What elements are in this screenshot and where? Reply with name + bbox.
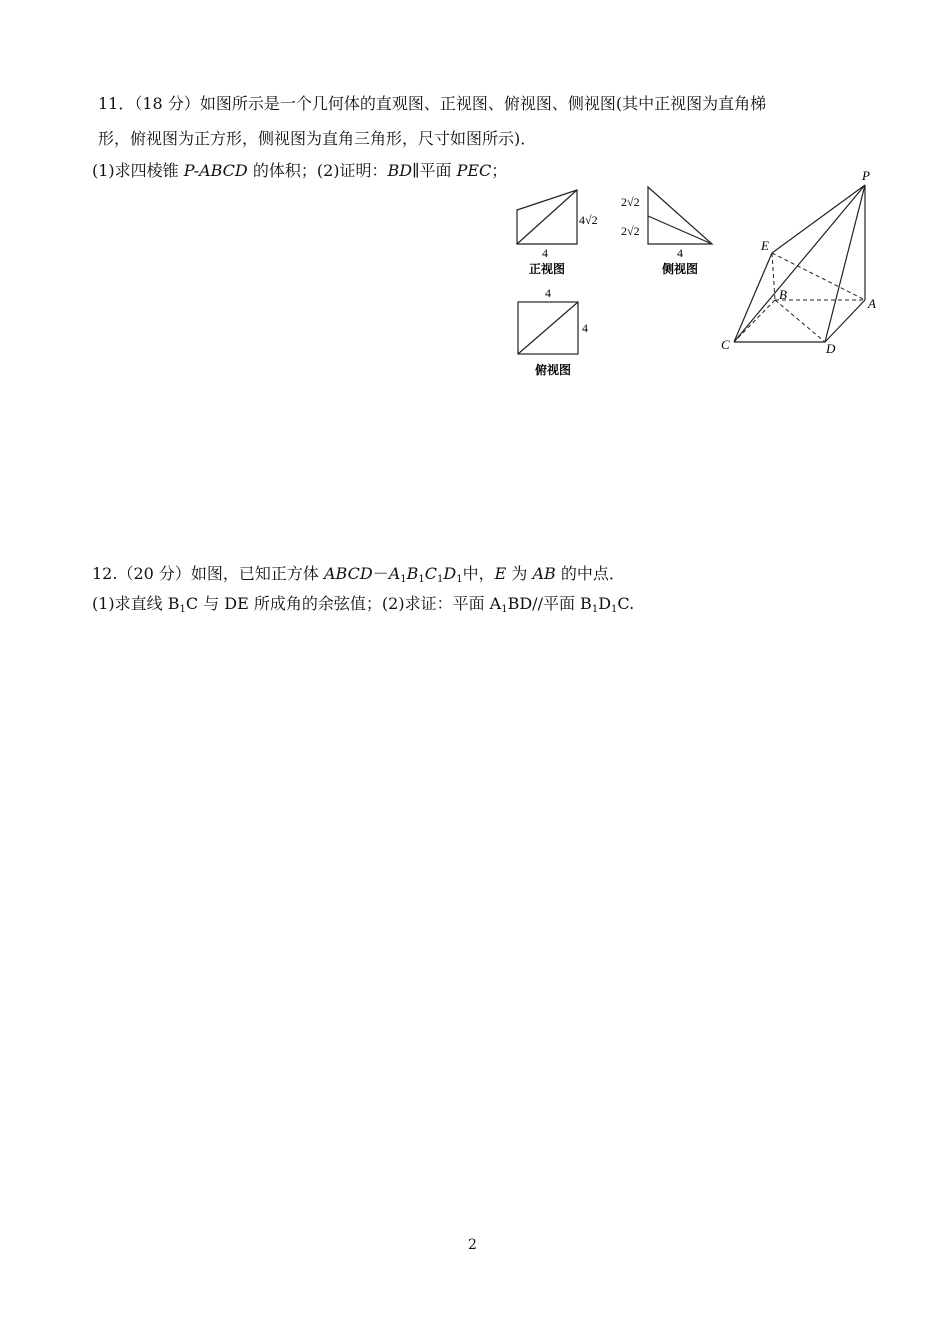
- q12-cube-d1: D: [443, 564, 457, 583]
- top-view-height-label: 4: [582, 321, 588, 335]
- subscript: 1: [591, 604, 599, 615]
- front-view-width-label: 4: [542, 246, 548, 260]
- q11-part1-suffix: 的体积；(2)证明：: [247, 161, 388, 180]
- edge-da: [825, 300, 865, 342]
- q11-score: （18 分）: [134, 94, 200, 113]
- side-view: [648, 187, 712, 244]
- q12-cube-b1: B: [406, 564, 419, 583]
- q11-figure: [500, 160, 900, 385]
- q11-part1-prefix: (1)求四棱锥: [92, 161, 184, 180]
- q12-line2-p2: C 与 DE 所成角的余弦值；(2)求证：平面 A: [185, 594, 502, 613]
- q12-mid2: 为: [506, 564, 533, 583]
- q12-line2-p1: (1)求直线 B: [92, 594, 180, 613]
- q11-line1: [98, 93, 766, 115]
- q11-pyramid-name: P-ABCD: [183, 161, 248, 180]
- edge-bc: [734, 300, 775, 342]
- edge-pe: [772, 185, 865, 253]
- subscript: 1: [437, 574, 444, 585]
- top-view-caption: 俯视图: [534, 363, 572, 377]
- q11-text-1: 如图所示是一个几何体的直观图、正视图、俯视图、侧视图(其中正视图为直角梯: [199, 94, 767, 113]
- q12-mid3: 的中点．: [555, 564, 625, 583]
- solid-figure: [734, 185, 865, 342]
- point-b-label: B: [779, 287, 787, 302]
- q12-e: E: [494, 564, 507, 583]
- point-c-label: C: [721, 337, 730, 352]
- point-p-label: P: [862, 168, 870, 183]
- side-view-lower-label: 2√2: [621, 224, 640, 238]
- q12-line2-p3: BD//平面 B: [507, 594, 592, 613]
- edge-ec: [734, 253, 772, 342]
- subscript: 1: [501, 604, 508, 615]
- side-view-caption: 侧视图: [661, 262, 699, 276]
- front-view-caption: 正视图: [528, 262, 566, 276]
- q12-line2: [92, 593, 634, 621]
- edge-bd: [775, 300, 825, 342]
- top-view-width-label: 4: [545, 286, 551, 300]
- subscript: 1: [179, 604, 186, 615]
- top-view: [518, 302, 578, 354]
- q12-score: （20 分）: [117, 564, 191, 583]
- front-view: [517, 190, 577, 244]
- side-view-upper-label: 2√2: [621, 195, 640, 209]
- point-a-label: A: [868, 296, 876, 311]
- q11-number: 11．: [98, 94, 135, 113]
- q11-bd: BD: [387, 161, 413, 180]
- page-number: 2: [468, 1237, 477, 1253]
- q11-pec: PEC: [456, 161, 492, 180]
- q11-line2: [98, 128, 536, 150]
- front-view-height-label: 4√2: [579, 213, 598, 227]
- q12-cube-abcd: ABCD: [324, 564, 373, 583]
- q11-parallel-plane: ∥平面: [412, 161, 457, 180]
- side-view-inner-line: [648, 216, 712, 244]
- q11-end: ；: [491, 161, 508, 180]
- q12-intro: 如图，已知正方体: [190, 564, 324, 583]
- q12-cube-a1: A: [388, 564, 401, 583]
- q12-line2-p4: D: [598, 594, 612, 613]
- q12-line1: [92, 563, 625, 591]
- front-view-diagonal: [517, 190, 577, 244]
- point-d-label: D: [826, 341, 836, 356]
- side-view-outline: [648, 187, 712, 244]
- side-view-width-label: 4: [677, 246, 683, 260]
- q12-line2-p5: C.: [617, 594, 635, 613]
- subscript: 1: [611, 604, 618, 615]
- point-e-label: E: [761, 238, 769, 253]
- subscript: 1: [418, 574, 425, 585]
- subscript: 1: [456, 574, 463, 585]
- subscript: 1: [400, 574, 407, 585]
- q12-cube-dash: －: [372, 564, 389, 583]
- q12-mid1: 中，: [462, 564, 495, 583]
- top-view-diagonal: [518, 302, 578, 354]
- q12-cube-c1: C: [424, 564, 438, 583]
- q11-question: [92, 160, 507, 182]
- q12-number: 12.: [92, 564, 118, 583]
- q11-text-2: 形，俯视图为正方形，侧视图为直角三角形，尺寸如图所示)．: [98, 129, 537, 148]
- q12-ab: AB: [532, 564, 556, 583]
